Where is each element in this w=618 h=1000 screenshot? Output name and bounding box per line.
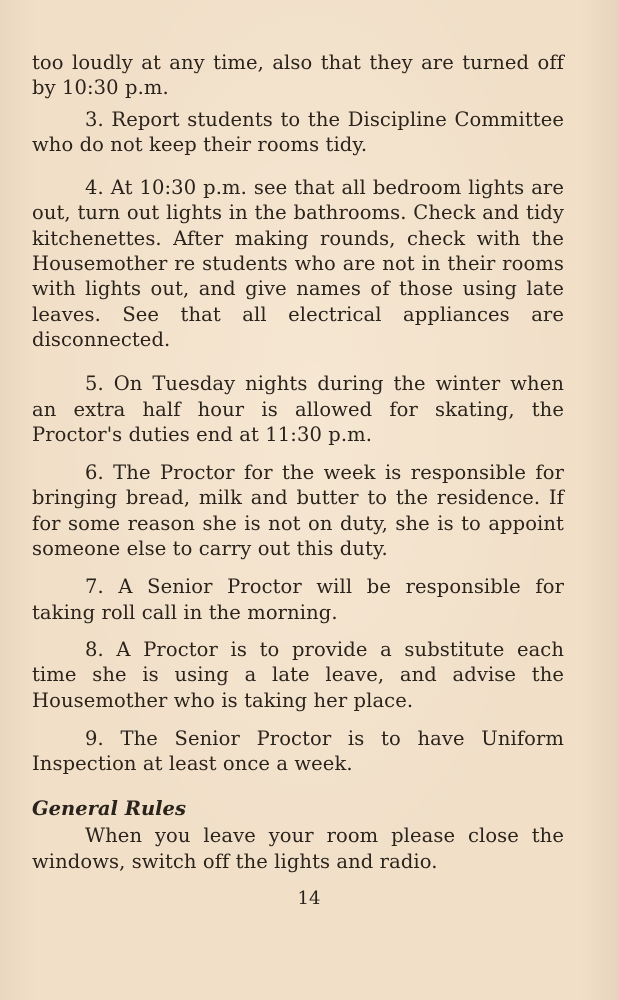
paragraph-rule-4: 4. At 10:30 p.m. see that all bedroom lights are out, turn out lights in the bathrooms. Check and tidy kitchenettes. After making rounds, check with the Housemother re students who are not in their rooms with lights out, and give names of those using late leaves. See that all electrical appliances are disconnected. bbox=[32, 176, 564, 351]
paragraph-rule-5: 5. On Tuesday nights during the winter when an extra half hour is allowed for skating, the Proctor's duties end at 11:30 p.m. bbox=[32, 372, 564, 446]
page-number: 14 bbox=[297, 888, 321, 909]
paragraph-rule-6: 6. The Proctor for the week is responsible for bringing bread, milk and butter to the residence. If for some reason she is not on duty, she is to appoint someone else to carry out this duty. bbox=[32, 461, 564, 561]
paragraph-general-rules: When you leave your room please close the windows, switch off the lights and radio. bbox=[32, 824, 564, 873]
paragraph-continuation: too loudly at any time, also that they are turned off by 10:30 p.m. bbox=[32, 51, 564, 100]
paragraph-rule-7: 7. A Senior Proctor will be responsible for taking roll call in the morning. bbox=[32, 575, 564, 624]
section-heading-general-rules: General Rules bbox=[32, 797, 186, 821]
paragraph-rule-8: 8. A Proctor is to provide a substitute each time she is using a late leave, and advise the Housemother who is taking her place. bbox=[32, 637, 564, 712]
paragraph-rule-3: 3. Report students to the Discipline Committee who do not keep their rooms tidy. bbox=[32, 107, 564, 156]
paragraph-rule-9: 9. The Senior Proctor is to have Uniform Inspection at least once a week. bbox=[32, 726, 564, 776]
